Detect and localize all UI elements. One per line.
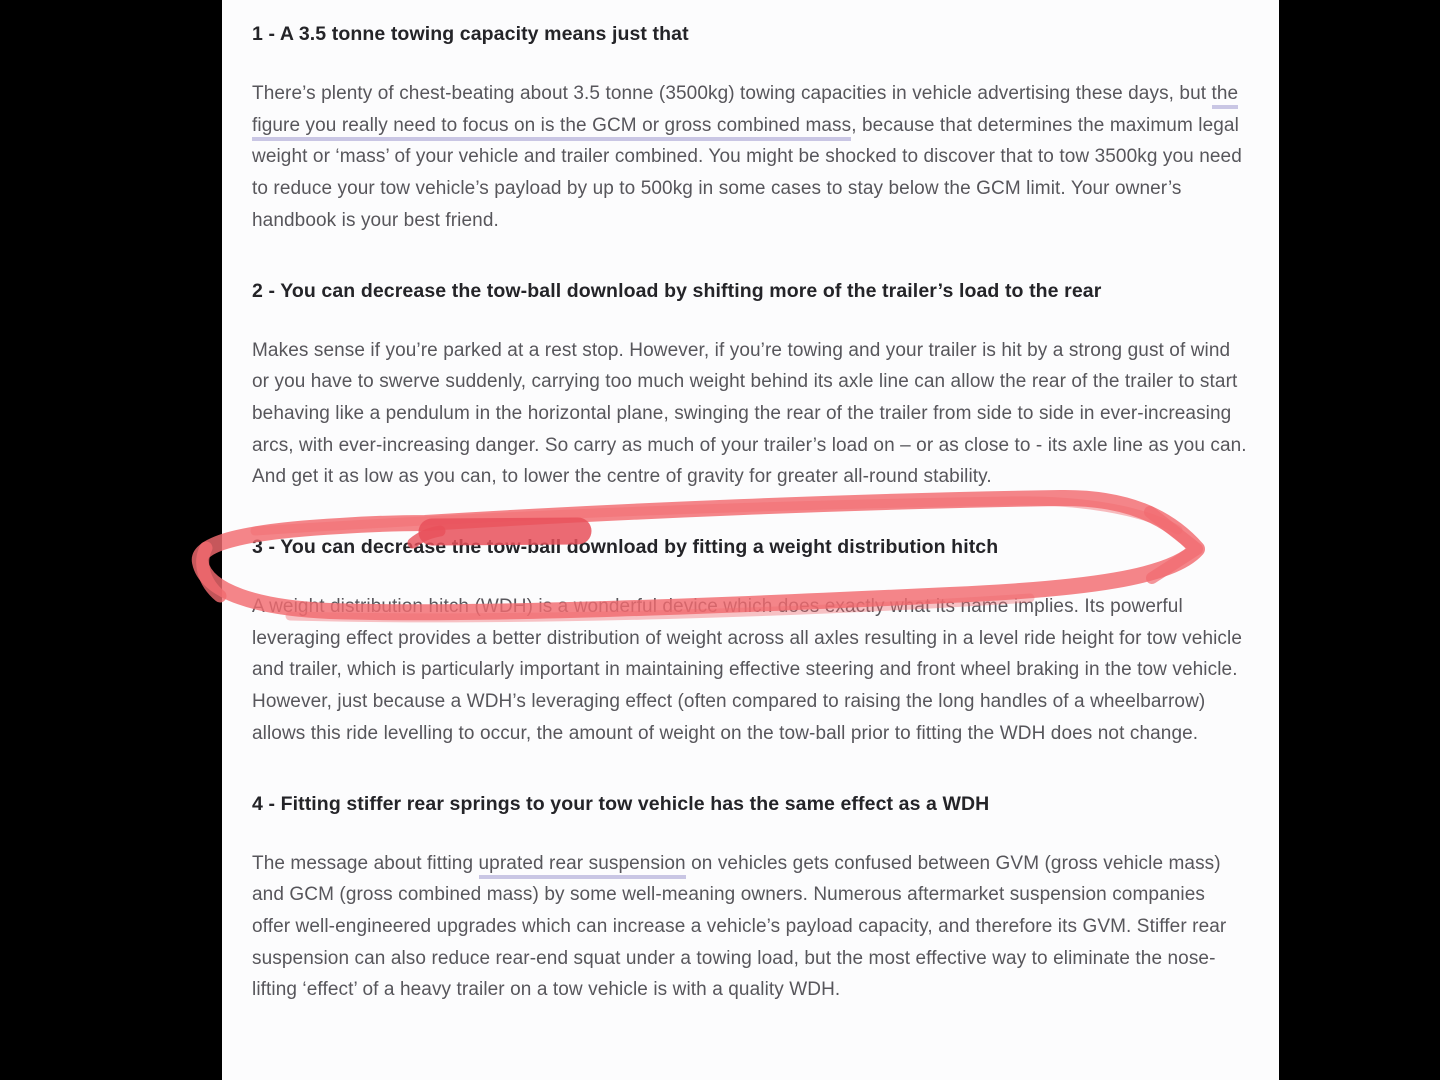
article-page bbox=[222, 0, 1279, 1080]
article-section-2 bbox=[252, 277, 1247, 494]
inline-link[interactable]: uprated rear suspension bbox=[479, 853, 686, 879]
article-section-1 bbox=[252, 20, 1247, 237]
section-paragraph-4 bbox=[252, 848, 1247, 1007]
article-section-4 bbox=[252, 790, 1247, 1007]
inline-link[interactable]: the figure you really need to focus on is the GCM or gross combined mass bbox=[252, 83, 1238, 141]
article-section-3 bbox=[252, 533, 1247, 750]
paragraph-text: A weight distribution hitch (WDH) is a wonderful device which does exactly what its name implies. Its powerful leveraging effect provides a better distribution of weight across all axles resulting in a level ride height for tow vehicle and trailer, which is particularly important in maintaining effective steering and front wheel braking in the tow vehicle. However, just because a WDH’s leveraging effect (often compared to raising the long handles of a wheelbarrow) allows this ride levelling to occur, the amount of weight on the tow-ball prior to fitting the WDH does not change. bbox=[252, 596, 1243, 744]
section-heading-1: 1 - A 3.5 tonne towing capacity means just that bbox=[252, 23, 689, 45]
circle-left-accent bbox=[203, 548, 220, 596]
paragraph-text: There’s plenty of chest-beating about 3.5 tonne (3500kg) towing capacities in vehicle advertising these days, but bbox=[252, 83, 1212, 104]
paragraph-text: on vehicles gets confused between GVM (gross vehicle mass) and GCM (gross combined mass) by some well-meaning owners. Numerous aftermarket suspension companies offer well-engineered upgrades which can increase a vehicle’s payload capacity, and therefore its GVM. Stiffer rear suspension can also reduce rear-end squat under a towing load, but the most effective way to eliminate the nose-lifting ‘effect’ of a heavy trailer on a tow vehicle is with a quality WDH. bbox=[252, 852, 1227, 1001]
section-heading-2: 2 - You can decrease the tow-ball download by shifting more of the trailer’s load to the rear bbox=[252, 279, 1102, 302]
paragraph-text: Makes sense if you’re parked at a rest stop. However, if you’re towing and your trailer is hit by a strong gust of wind or you have to swerve suddenly, carrying too much weight behind its axle line can allow the rear of the trailer to start behaving like a pendulum in the horizontal plane, swinging the rear of the trailer from side to side in ever-increasing arcs, with ever-increasing danger. So carry as much of your trailer’s load on – or as close to - its axle line as you can. And get it as low as you can, to lower the centre of gravity for greater all-round stability. bbox=[252, 339, 1247, 488]
paragraph-text: , because that determines the maximum legal weight or ‘mass’ of your vehicle and trailer combined. You might be shocked to discover that to tow 3500kg you need to reduce your tow vehicle’s payload by up to 500kg in some cases to stay below the GCM limit. Your owner’s handbook is your best friend. bbox=[252, 114, 1242, 231]
section-paragraph-3 bbox=[252, 591, 1247, 750]
section-heading-4: 4 - Fitting stiffer rear springs to your tow vehicle has the same effect as a WDH bbox=[252, 792, 990, 815]
paragraph-text: The message about fitting bbox=[252, 852, 479, 874]
section-heading-3-circled: 3 - You can decrease the tow-ball download by fitting a weight distribution hitch bbox=[252, 536, 999, 559]
section-paragraph-1 bbox=[252, 78, 1247, 237]
section-paragraph-2 bbox=[252, 335, 1247, 494]
